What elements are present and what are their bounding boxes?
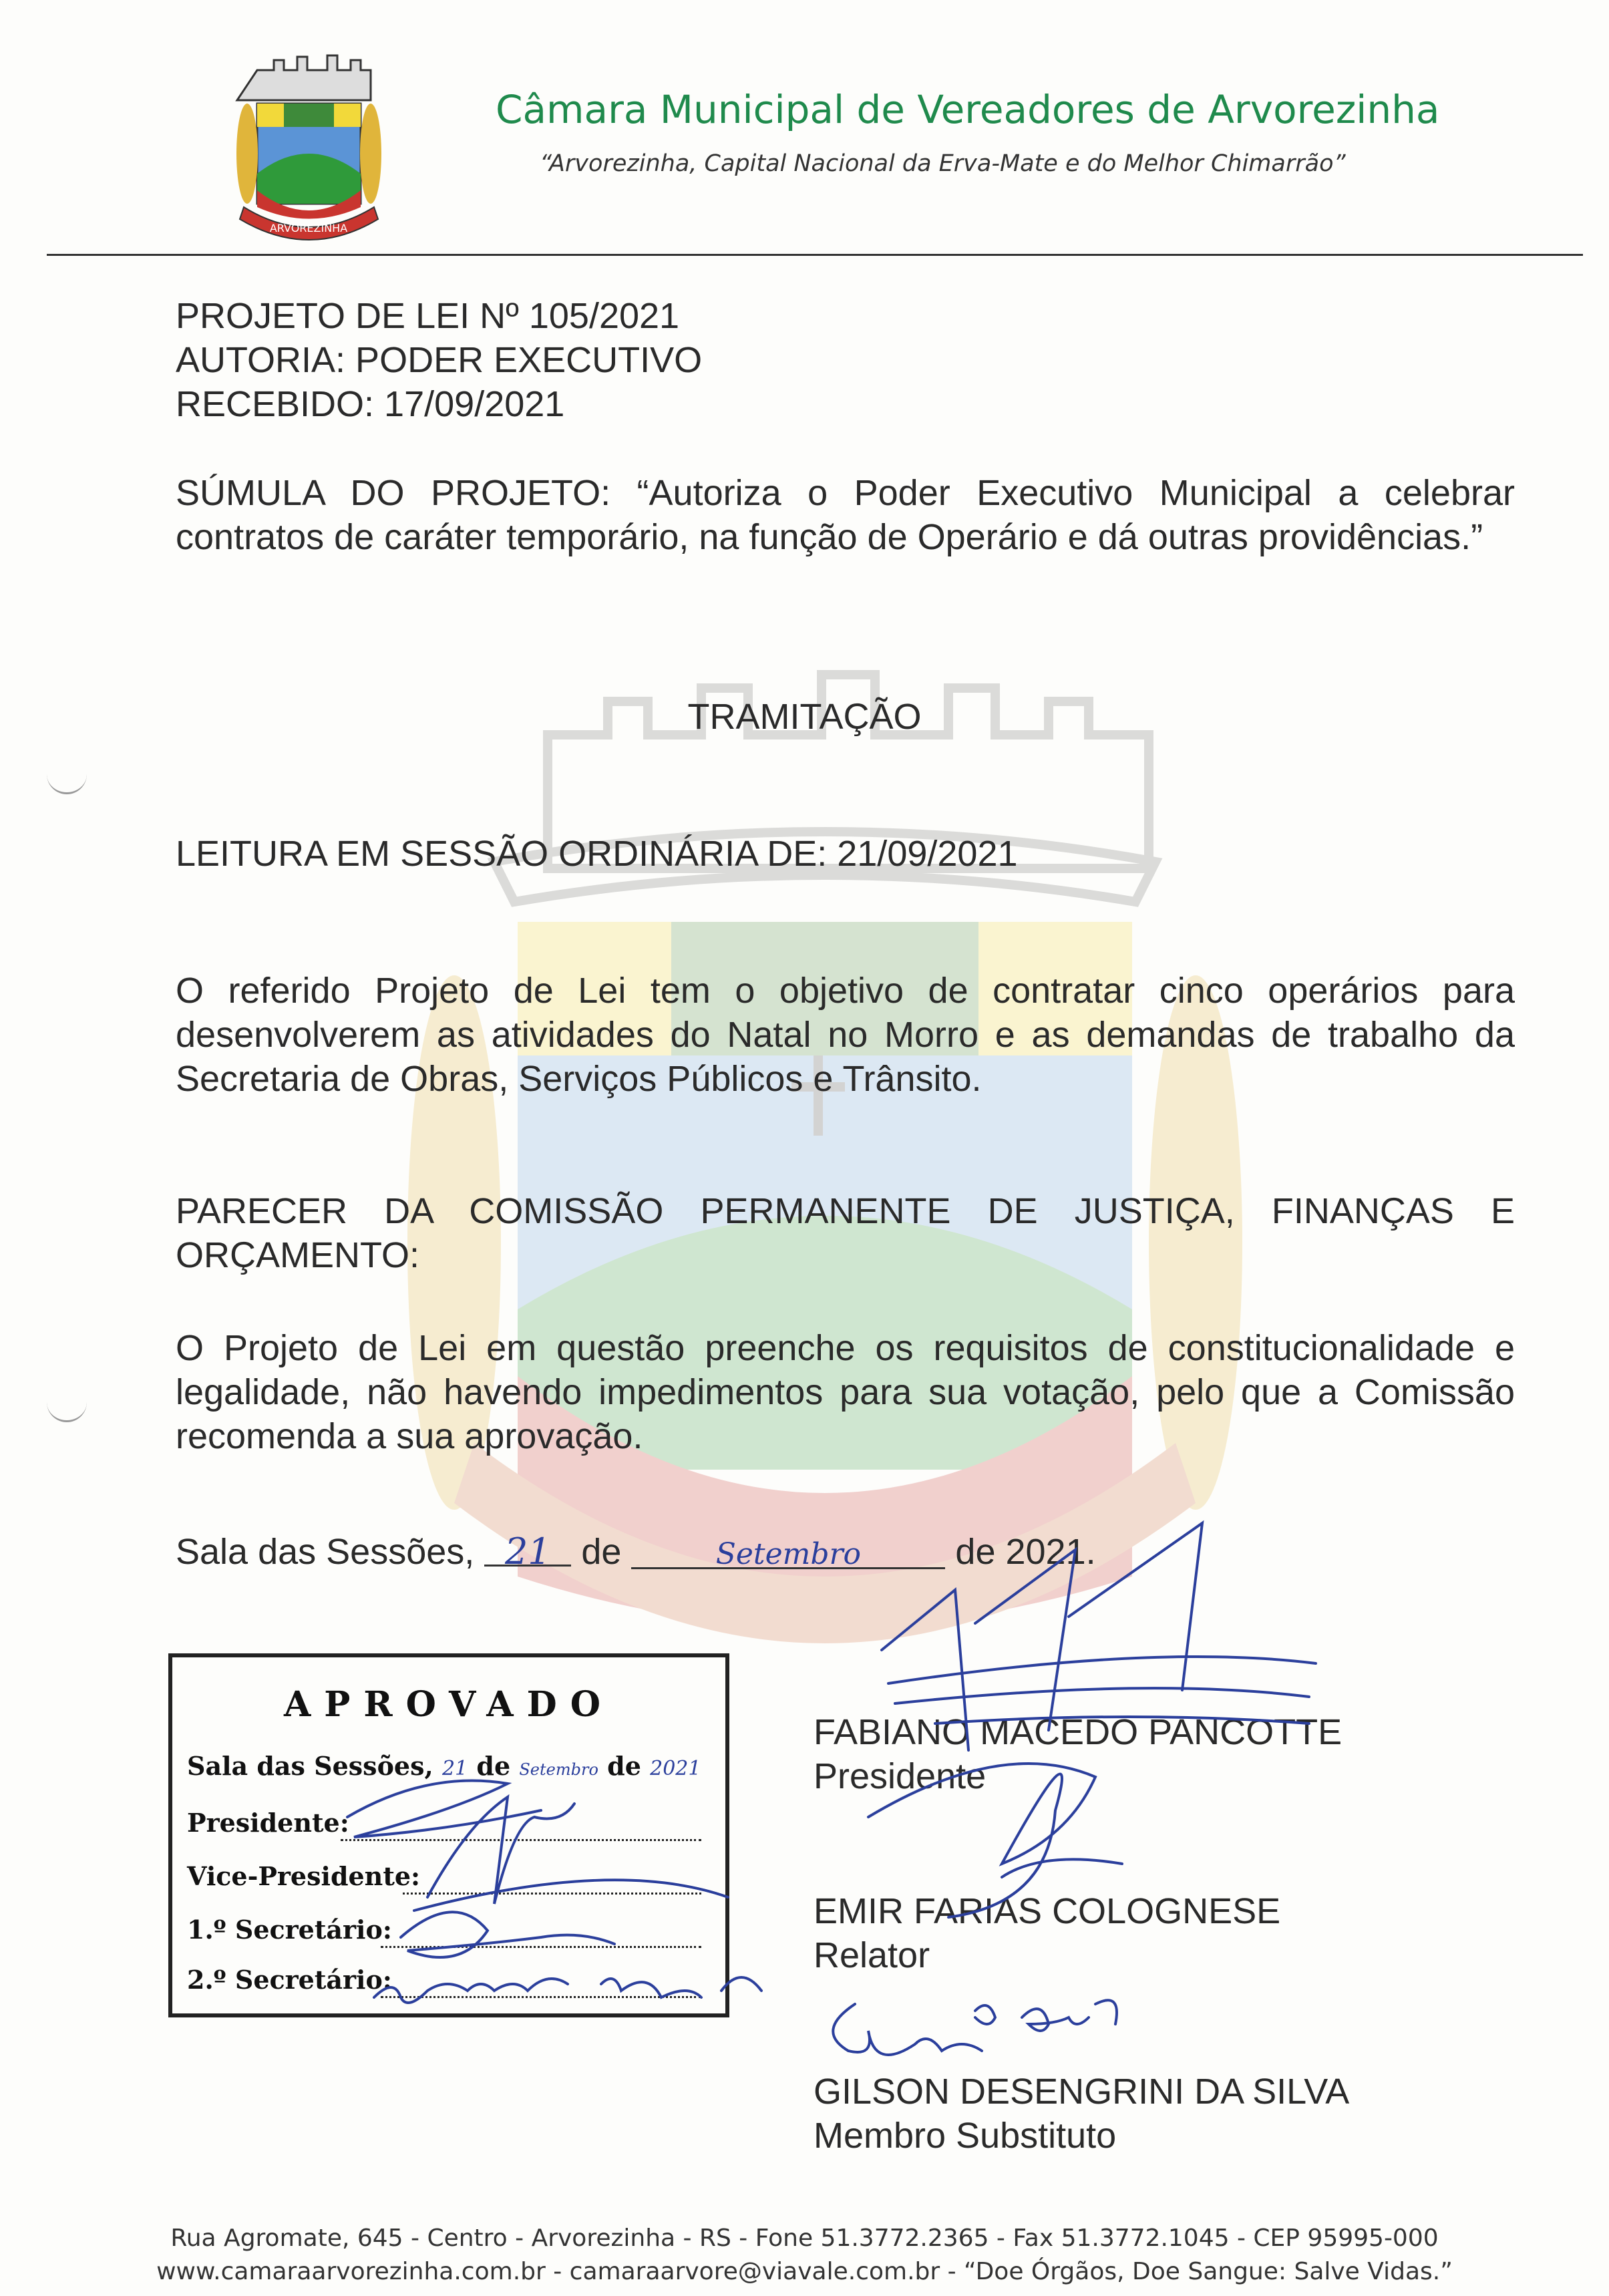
reading-session: LEITURA EM SESSÃO ORDINÁRIA DE: 21/09/2021 — [176, 834, 1018, 874]
project-received: RECEBIDO: 17/09/2021 — [176, 384, 565, 424]
stamp-vice-line — [403, 1891, 701, 1895]
institution-motto: “Arvorezinha, Capital Nacional da Erva-Mate e do Melhor Chimarrão” — [540, 150, 1346, 177]
sala-suffix: de 2021. — [955, 1532, 1096, 1572]
signer-role: Membro Substituto — [814, 2116, 1117, 2156]
municipal-crest-logo — [230, 40, 387, 244]
sala-day: 21 — [484, 1530, 571, 1567]
sala-month: Setembro — [631, 1532, 945, 1569]
footer-address: Rua Agromate, 645 - Centro - Arvorezinha - RS - Fone 51.3772.2365 - Fax 51.3772.1045 - CEP 95995-000 — [170, 2225, 1439, 2252]
stamp-vice-label: Vice-Presidente: — [187, 1861, 421, 1891]
stamp-presidente-label: Presidente: — [187, 1808, 349, 1838]
stamp-sala-month: Setembro — [519, 1760, 598, 1779]
header-divider — [47, 254, 1583, 256]
tramitacao-heading: TRAMITAÇÃO — [687, 697, 922, 737]
stamp-sala-de2: de — [607, 1751, 641, 1781]
punch-hole — [47, 768, 87, 794]
institution-name: Câmara Municipal de Vereadores de Arvorezinha — [496, 87, 1440, 132]
objective-paragraph: O referido Projeto de Lei tem o objetivo de contratar cinco operários para desenvolverem as atividades do Natal no Morro e as demandas de trabalho da Secretaria de Obras, Serviços Públicos e Trânsito. — [176, 971, 1515, 1099]
stamp-secretario1-label: 1.º Secretário: — [187, 1915, 392, 1945]
stamp-sala-year: 2021 — [650, 1757, 701, 1780]
signer-name: GILSON DESENGRINI DA SILVA — [814, 2072, 1350, 2112]
punch-hole — [47, 1396, 87, 1422]
signer-president — [814, 1710, 1342, 1798]
watermark-crest — [394, 641, 1256, 1677]
committee-opinion-title: PARECER DA COMISSÃO PERMANENTE DE JUSTIÇA, FINANÇAS E ORÇAMENTO: — [176, 1191, 1515, 1275]
sala-de: de — [581, 1532, 622, 1572]
approval-stamp — [168, 1653, 729, 2017]
stamp-secretario1-line — [381, 1945, 701, 1948]
project-author: AUTORIA: PODER EXECUTIVO — [176, 340, 703, 380]
stamp-sala-day: 21 — [441, 1757, 468, 1780]
stamp-sala-label: Sala das Sessões, — [187, 1751, 433, 1781]
signer-relator — [814, 1889, 1280, 1977]
committee-opinion-body: O Projeto de Lei em questão preenche os requisitos de constitucionalidade e legalidade, não havendo impedimentos para sua votação, pelo que a Comissão recomenda a sua aprovação. — [176, 1328, 1515, 1456]
signer-role: Relator — [814, 1935, 930, 1975]
signer-name: EMIR FARIAS COLOGNESE — [814, 1891, 1281, 1931]
stamp-presidente-line — [341, 1838, 701, 1841]
stamp-secretario2-label: 2.º Secretário: — [187, 1965, 392, 1995]
session-date-line — [176, 1530, 1096, 1574]
stamp-sala-row — [187, 1751, 701, 1781]
sala-prefix: Sala das Sessões, — [176, 1532, 475, 1572]
stamp-secretario2-line — [381, 1995, 701, 1998]
project-summary: SÚMULA DO PROJETO: “Autoriza o Poder Executivo Municipal a celebrar contratos de caráter temporário, na função de Operário e dá outras providências.” — [176, 473, 1515, 557]
stamp-sala-de: de — [476, 1751, 511, 1781]
signature-gilson — [833, 2000, 1117, 2055]
footer-contact: www.camaraarvorezinha.com.br - camaraarvore@viavale.com.br - “Doe Órgãos, Doe Sangue: Salve Vidas.” — [156, 2258, 1453, 2285]
signer-substitute — [814, 2070, 1349, 2158]
stamp-title: APROVADO — [283, 1684, 614, 1725]
signer-name: FABIANO MACEDO PANCOTTE — [814, 1712, 1343, 1752]
project-meta — [176, 294, 702, 426]
signer-role: Presidente — [814, 1756, 987, 1796]
crest-label: ARVOREZINHA — [269, 222, 348, 234]
project-number: PROJETO DE LEI Nº 105/2021 — [176, 296, 680, 336]
